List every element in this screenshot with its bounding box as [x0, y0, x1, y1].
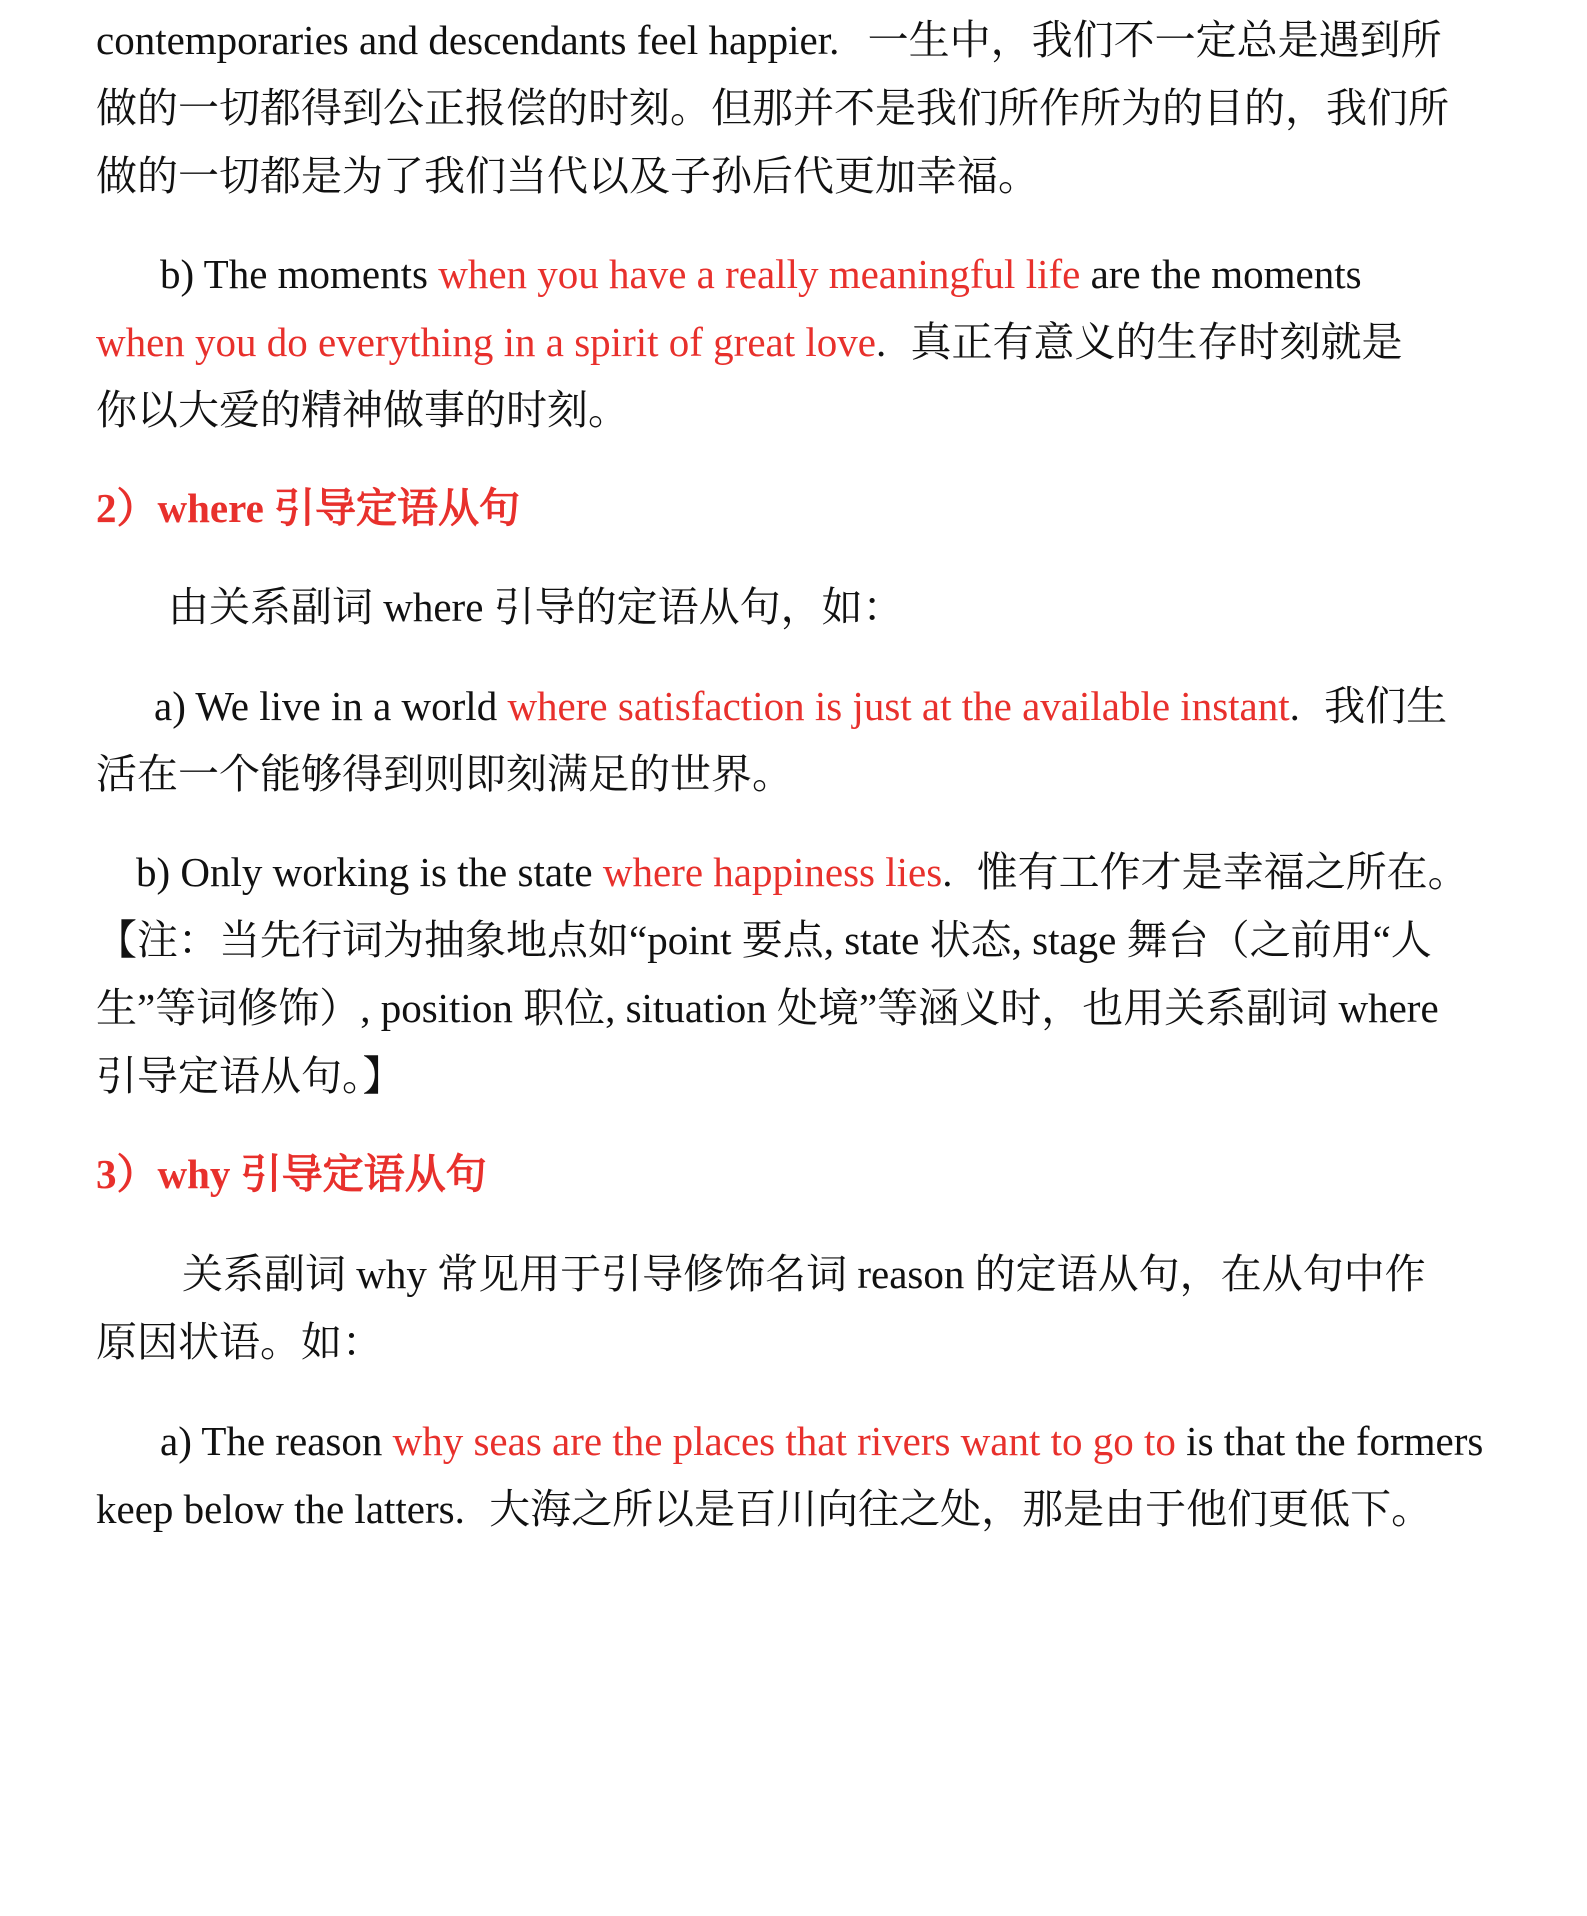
example-a-where-line-1	[154, 682, 1497, 730]
section-heading-where: 2）where 引导定语从句	[96, 485, 521, 531]
paragraph-line	[96, 16, 1497, 64]
note-line-1: 【注：当先行词为抽象地点如“point 要点, state 状态, stage 舞台（之前用“人	[96, 917, 1432, 963]
clause-highlight: when you have a really meaningful life	[438, 251, 1081, 297]
paragraph-line: 做的一切都是为了我们当代以及子孙后代更加幸福。	[96, 153, 1039, 199]
note-line-2: 生”等词修饰）, position 职位, situation 处境”等涵义时，也用关系副词 where	[96, 985, 1439, 1031]
example-text: b) The moments	[160, 251, 439, 297]
clause-highlight: where satisfaction is just at the available instant	[507, 683, 1290, 729]
example-a-where-line-2: 活在一个能够得到则即刻满足的世界。	[96, 751, 793, 797]
example-a-why-line-2	[96, 1485, 1497, 1533]
chinese-text: 真正有意义的生存时刻就是	[910, 319, 1403, 365]
example-b-line-1	[160, 250, 1497, 298]
example-b-where-line	[136, 848, 1527, 896]
clause-highlight: where happiness lies	[602, 849, 943, 895]
english-text: contemporaries and descendants feel happier.	[96, 17, 840, 63]
clause-highlight: when you do everything in a spirit of great love	[96, 319, 876, 365]
example-text: are the moments	[1080, 251, 1362, 297]
clause-highlight: why seas are the places that rivers want to go to	[392, 1418, 1176, 1464]
example-text: .	[1289, 683, 1300, 729]
example-text: a) The reason	[160, 1418, 393, 1464]
chinese-text: 大海之所以是百川向往之处，那是由于他们更低下。	[489, 1486, 1433, 1532]
example-text: b) Only working is the state	[136, 849, 603, 895]
chinese-text: 一生中，我们不一定总是遇到所	[867, 17, 1442, 63]
intro-where: 由关系副词 where 引导的定语从句，如：	[168, 584, 904, 630]
example-b-line-2	[96, 318, 1497, 366]
example-text: keep below the latters.	[96, 1486, 465, 1532]
example-text: .	[875, 319, 887, 365]
paragraph-line: 做的一切都得到公正报偿的时刻。但那并不是我们所作所为的目的，我们所	[96, 85, 1449, 131]
note-line-3: 引导定语从句。】	[96, 1053, 404, 1099]
example-b-line-3: 你以大爱的精神做事的时刻。	[96, 387, 629, 433]
example-text: .	[942, 849, 953, 895]
section-heading-why: 3）why 引导定语从句	[96, 1151, 487, 1197]
intro-why-line-2: 原因状语。如：	[96, 1319, 383, 1365]
intro-why-line-1: 关系副词 why 常见用于引导修饰名词 reason 的定语从句，在从句中作	[182, 1251, 1426, 1297]
example-text: a) We live in a world	[154, 683, 508, 729]
chinese-text: 惟有工作才是幸福之所在。	[976, 849, 1469, 895]
example-a-why-line-1	[160, 1417, 1497, 1465]
chinese-text: 我们生	[1324, 683, 1448, 729]
example-text: is that the formers	[1175, 1418, 1484, 1464]
